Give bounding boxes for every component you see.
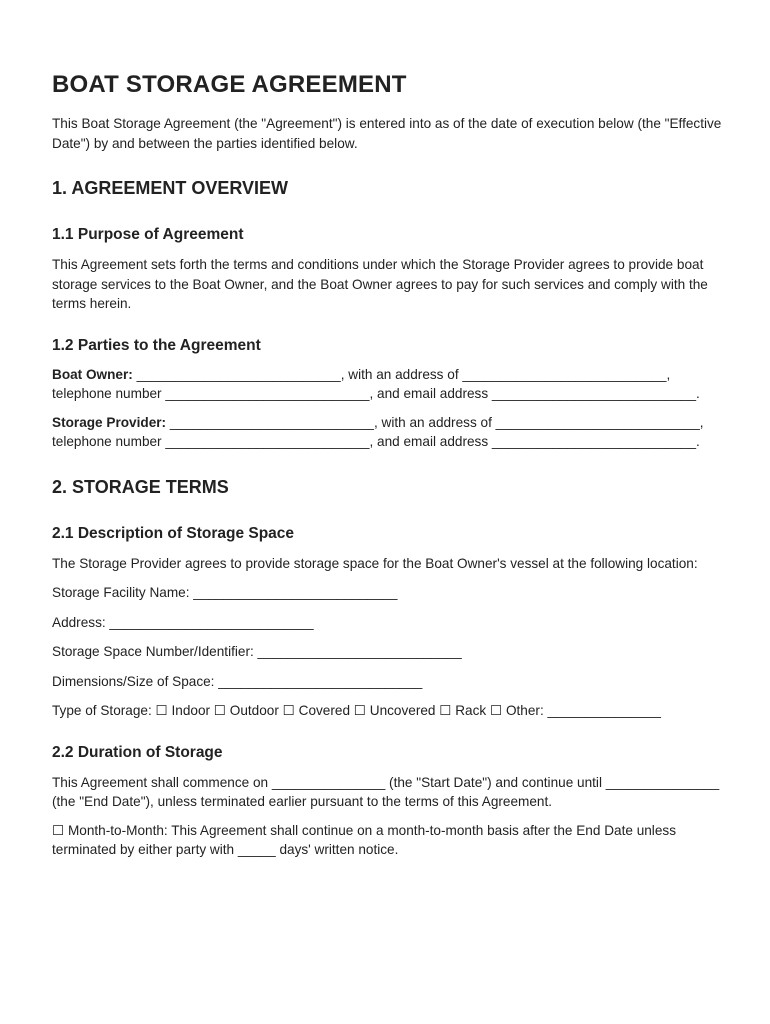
section-1-1-heading: 1.1 Purpose of Agreement — [52, 226, 244, 243]
space-identifier-line: Storage Space Number/Identifier: ___________________________ — [52, 644, 462, 659]
boat-owner-fields: ___________________________, with an address of ___________________________, telephone number ___________________________, and email address ___________________________. — [52, 366, 700, 401]
facility-name-line: Storage Facility Name: ___________________________ — [52, 585, 398, 600]
purpose-paragraph: This Agreement sets forth the terms and conditions under which the Storage Provider agrees to provide boat storage services to the Boat Owner, and the Boat Owner agrees to pay for such services and comply with the terms herein. — [52, 257, 708, 311]
duration-paragraph: This Agreement shall commence on _______________ (the "Start Date") and continue until _______________ (the "End Date"), unless terminated earlier pursuant to the terms of this Agreement. — [52, 774, 720, 809]
storage-provider-label: Storage Provider: — [52, 414, 167, 430]
section-2-2-heading: 2.2 Duration of Storage — [52, 743, 223, 761]
storage-provider-fields: ___________________________, with an address of ___________________________, telephone number ___________________________, and email address ___________________________. — [52, 414, 704, 449]
boat-owner-paragraph — [52, 365, 722, 404]
document-title: BOAT STORAGE AGREEMENT — [52, 71, 407, 98]
intro-paragraph: This Boat Storage Agreement (the "Agreement") is entered into as of the date of execution below (the "Effective Date") by and between the parties identified below. — [52, 116, 722, 151]
document-page — [52, 70, 722, 860]
section-2-heading: 2. STORAGE TERMS — [52, 476, 229, 497]
section-2-1-heading: 2.1 Description of Storage Space — [52, 524, 295, 542]
address-line: Address: ___________________________ — [52, 614, 314, 630]
section-1-heading: 1. AGREEMENT OVERVIEW — [52, 178, 289, 198]
storage-provider-paragraph — [52, 413, 722, 452]
section-1-2-heading: 1.2 Parties to the Agreement — [52, 336, 261, 354]
month-to-month-paragraph: ☐ Month-to-Month: This Agreement shall continue on a month-to-month basis after the End Date unless terminated by either party with _____ days' written notice. — [52, 822, 676, 857]
boat-owner-label: Boat Owner: — [52, 366, 133, 382]
storage-space-paragraph: The Storage Provider agrees to provide storage space for the Boat Owner's vessel at the following location: — [52, 555, 698, 571]
storage-type-line: Type of Storage: ☐ Indoor ☐ Outdoor ☐ Covered ☐ Uncovered ☐ Rack ☐ Other: _______________ — [52, 703, 661, 718]
dimensions-line: Dimensions/Size of Space: ___________________________ — [52, 673, 423, 689]
